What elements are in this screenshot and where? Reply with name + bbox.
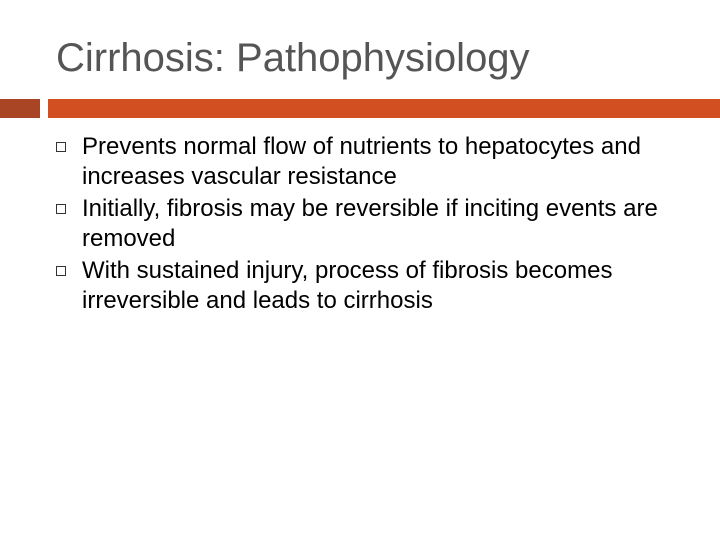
bullet-text: With sustained injury, process of fibrosis becomes irreversible and leads to cirrhosis [82, 257, 613, 314]
hollow-square-bullet-icon [56, 266, 66, 276]
bullet-text: Prevents normal flow of nutrients to hepatocytes and increases vascular resistance [82, 133, 641, 190]
accent-bar-right [48, 99, 720, 118]
bullet-item [56, 256, 696, 316]
accent-bar-left [0, 99, 40, 118]
bullet-item [56, 194, 696, 254]
bullet-text: Initially, fibrosis may be reversible if inciting events are removed [82, 195, 658, 252]
hollow-square-bullet-icon [56, 204, 66, 214]
hollow-square-bullet-icon [56, 142, 66, 152]
slide-title: Cirrhosis: Pathophysiology [56, 36, 530, 80]
bullet-list [56, 132, 696, 318]
bullet-item [56, 132, 696, 192]
